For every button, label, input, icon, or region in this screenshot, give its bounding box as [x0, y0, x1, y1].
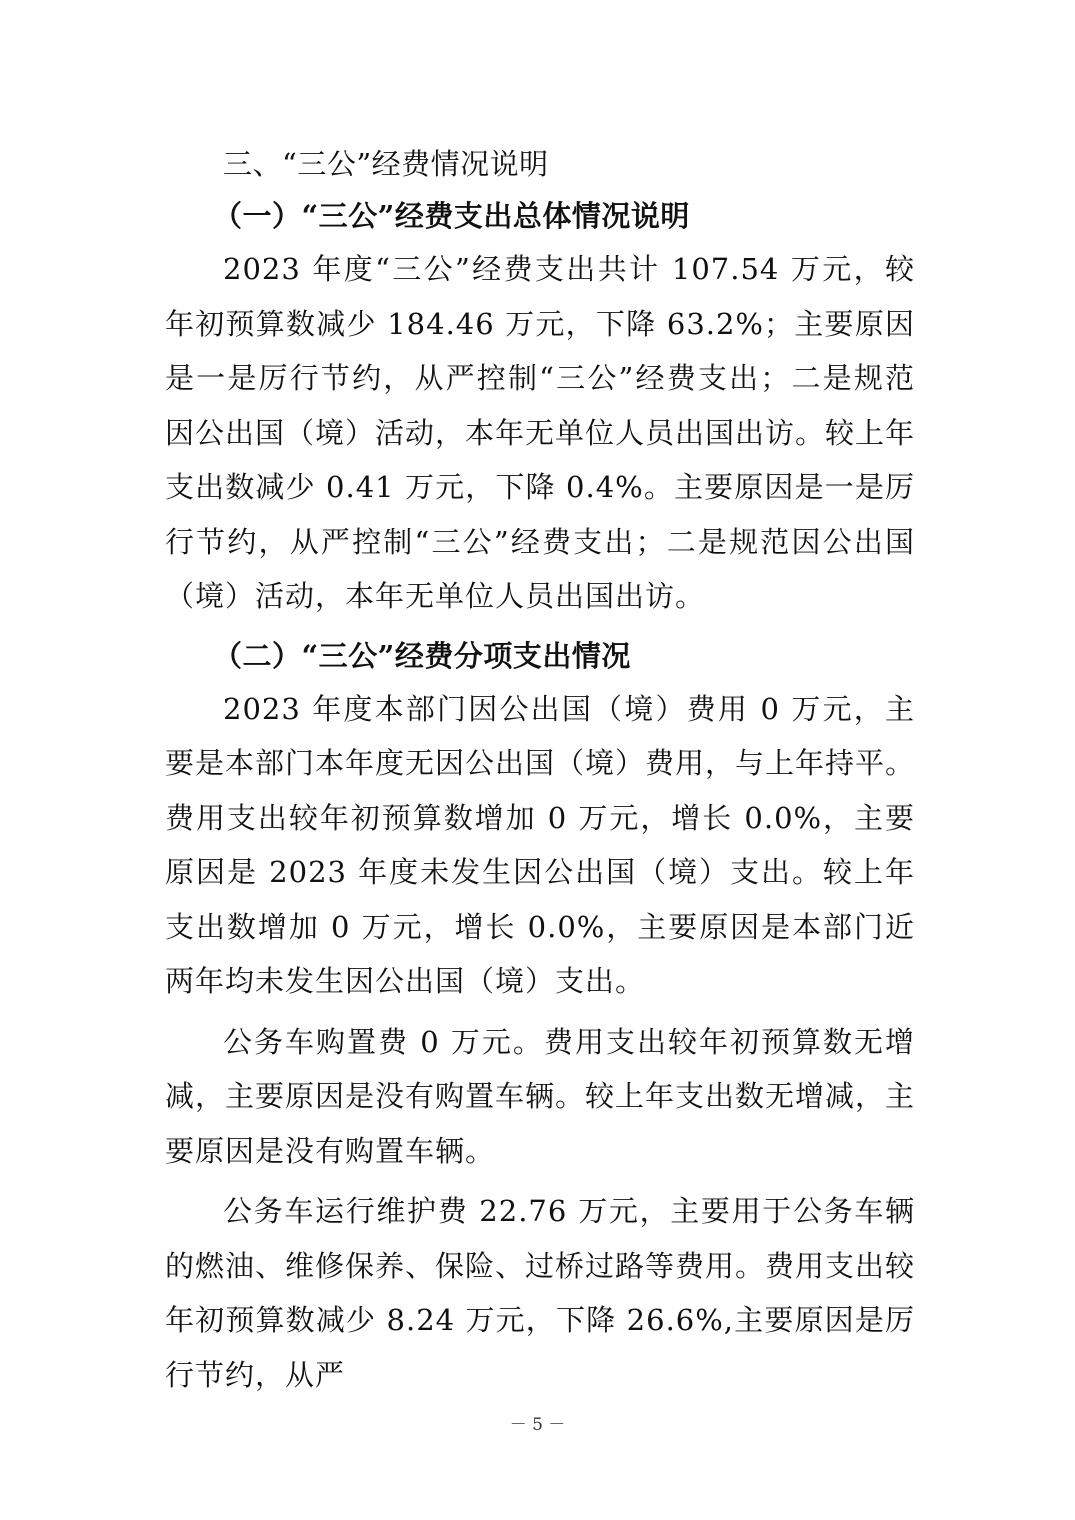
subsection-2-paragraph-2: 公务车购置费 0 万元。费用支出较年初预算数无增减，主要原因是没有购置车辆。较上年支出数无增减，主要原因是没有购置车辆。 — [165, 1024, 916, 1168]
section-title: 三、“三公”经费情况说明 — [223, 147, 549, 181]
page-number: － 5 － — [509, 1415, 566, 1435]
subsection-2-title: （二）“三公”经费分项支出情况 — [213, 638, 631, 673]
subsection-1-paragraph: 2023 年度“三公”经费支出共计 107.54 万元，较年初预算数减少 184.46 万元，下降 63.2%；主要原因是一是厉行节约，从严控制“三公”经费支出；二是规范因公出国（境）活动，本年无单位人员出国出访。较上年支出数减少 0.41 万元，下降 0.4%。主要原因是一是厉行节约，从严控制“三公”经费支出；二是规范因公出国（境）活动，本年无单位人员出国出访。 — [165, 252, 916, 613]
document-body — [165, 138, 915, 1402]
subsection-1-title: （一）“三公”经费支出总体情况说明 — [213, 199, 690, 233]
subsection-2-paragraph-3: 公务车运行维护费 22.76 万元，主要用于公务车辆的燃油、维修保养、保险、过桥过路等费用。费用支出较年初预算数减少 8.24 万元，下降 26.6%,主要原因是厉行节约，从严 — [165, 1194, 916, 1392]
subsection-2-paragraph-1: 2023 年度本部门因公出国（境）费用 0 万元，主要是本部门本年度无因公出国（境）费用，与上年持平。费用支出较年初预算数增加 0 万元，增长 0.0%，主要原因是 2023 年度未发生因公出国（境）支出。较上年支出数增加 0 万元，增长 0.0%，主要原因是本部门近两年均未发生因公出国（境）支出。 — [165, 691, 916, 998]
